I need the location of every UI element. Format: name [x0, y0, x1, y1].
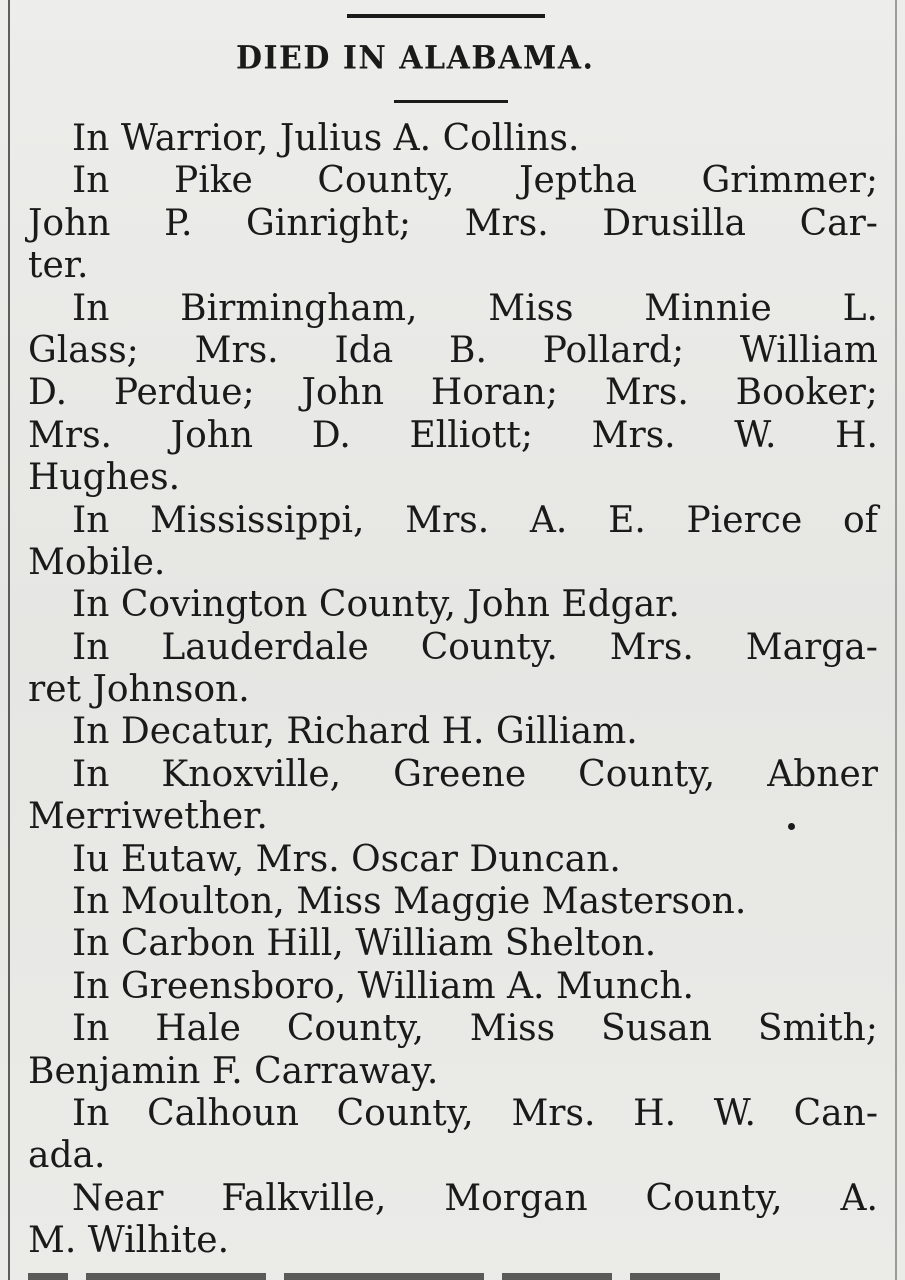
top-divider-rule [347, 14, 545, 18]
article-word: Jeptha [519, 160, 637, 202]
article-line: Merriwether. [28, 796, 268, 838]
article-word: Marga- [745, 626, 878, 668]
article-line: ada. [28, 1135, 106, 1177]
article-word: Minnie [644, 287, 772, 329]
headline-divider-rule [394, 100, 508, 103]
article-line [28, 415, 878, 457]
article-line [28, 627, 878, 669]
article-word: Greene [393, 753, 527, 795]
article-word: Glass; [28, 329, 139, 371]
article-word: A. [840, 1177, 878, 1219]
article-word: Pierce [686, 499, 803, 541]
article-line [28, 1008, 878, 1050]
article-line: Benjamin F. Carraway. [28, 1050, 439, 1092]
article-word: Mrs. [464, 202, 549, 244]
article-word: John [301, 372, 385, 414]
article-word: Mrs. [591, 414, 676, 456]
article-word: L. [842, 287, 878, 329]
article-word: Mrs. [194, 329, 279, 371]
article-line [28, 1178, 878, 1220]
article-word: Mrs. [28, 414, 112, 456]
article-body [28, 118, 878, 1263]
article-word: Booker; [735, 372, 878, 414]
article-word: John [28, 202, 111, 244]
article-line [28, 330, 878, 372]
article-word: John [170, 414, 254, 456]
article-word: County, [336, 1092, 474, 1134]
article-line [28, 372, 878, 414]
article-word: County, [645, 1177, 783, 1219]
article-line [28, 754, 878, 796]
article-line: M. Wilhite. [28, 1220, 230, 1262]
article-word: Lauderdale [161, 626, 369, 668]
article-word: Susan [600, 1008, 712, 1050]
article-line: Mobile. [28, 541, 166, 583]
article-word: W. [734, 414, 777, 456]
article-line: ret Johnson. [28, 669, 250, 711]
article-word: In [72, 1008, 110, 1050]
article-word: Miss [469, 1008, 556, 1050]
cut-off-next-line [28, 1266, 878, 1280]
article-word: Miss [488, 287, 574, 329]
article-word: Mrs. [609, 626, 694, 668]
ink-speck [788, 823, 795, 830]
article-word: W. [713, 1092, 756, 1134]
article-word: P. [164, 202, 193, 244]
article-word: Calhoun [147, 1092, 299, 1134]
article-line: In Greensboro, William A. Munch. [72, 965, 694, 1007]
column-rule-right [895, 0, 897, 1280]
article-word: Mrs. [604, 372, 689, 414]
column-rule-left [8, 0, 10, 1280]
article-word: County, [286, 1008, 424, 1050]
article-line [28, 203, 878, 245]
article-word: H. [633, 1092, 677, 1134]
article-word: Hale [155, 1008, 241, 1050]
article-word: Mississippi, [150, 499, 365, 541]
article-word: Birmingham, [180, 287, 418, 329]
article-word: D. [28, 372, 68, 414]
article-line [28, 1093, 878, 1135]
article-word: County. [420, 626, 558, 668]
article-word: In [72, 1092, 110, 1134]
article-word: Perdue; [113, 372, 255, 414]
article-word: Elliott; [409, 414, 533, 456]
article-word: D. [311, 414, 351, 456]
article-line: In Decatur, Richard H. Gilliam. [72, 711, 638, 753]
article-word: County, [317, 160, 455, 202]
article-word: A. [529, 499, 568, 541]
article-word: H. [835, 414, 878, 456]
article-word: Ginright; [246, 202, 412, 244]
article-word: In [72, 287, 110, 329]
article-line: In Warrior, Julius A. Collins. [72, 118, 580, 159]
article-word: Mrs. [405, 499, 490, 541]
article-line: In Moulton, Miss Maggie Masterson. [72, 881, 747, 923]
article-word: William [739, 329, 878, 371]
article-word: Horan; [430, 372, 558, 414]
article-word: Drusilla [602, 202, 746, 244]
article-word: Falkville, [221, 1177, 387, 1219]
article-word: Morgan [444, 1177, 588, 1219]
headline: DIED IN ALABAMA. [236, 40, 595, 77]
article-word: In [72, 626, 110, 668]
article-word: County, [578, 753, 716, 795]
article-word: Knoxville, [161, 753, 342, 795]
article-line: Hughes. [28, 457, 181, 499]
article-line [28, 288, 878, 330]
article-line: In Covington County, John Edgar. [72, 584, 680, 626]
article-word: In [72, 753, 110, 795]
article-word: of [842, 499, 878, 541]
article-word: In [72, 499, 110, 541]
article-word: Can- [793, 1092, 878, 1134]
article-word: E. [608, 499, 646, 541]
article-word: Near [72, 1177, 164, 1219]
article-word: Car- [799, 202, 878, 244]
article-word: Grimmer; [701, 160, 878, 202]
article-word: Pollard; [542, 329, 685, 371]
article-word: Pike [173, 160, 253, 202]
article-line: Iu Eutaw, Mrs. Oscar Duncan. [72, 838, 621, 880]
article-word: In [72, 160, 110, 202]
article-line [28, 160, 878, 202]
article-line [28, 500, 878, 542]
article-word: Abner [767, 753, 878, 795]
article-word: Mrs. [511, 1092, 596, 1134]
article-word: B. [449, 329, 487, 371]
article-word: Smith; [757, 1008, 878, 1050]
article-line: ter. [28, 245, 89, 287]
article-line: In Carbon Hill, William Shelton. [72, 923, 657, 965]
article-word: Ida [334, 329, 394, 371]
